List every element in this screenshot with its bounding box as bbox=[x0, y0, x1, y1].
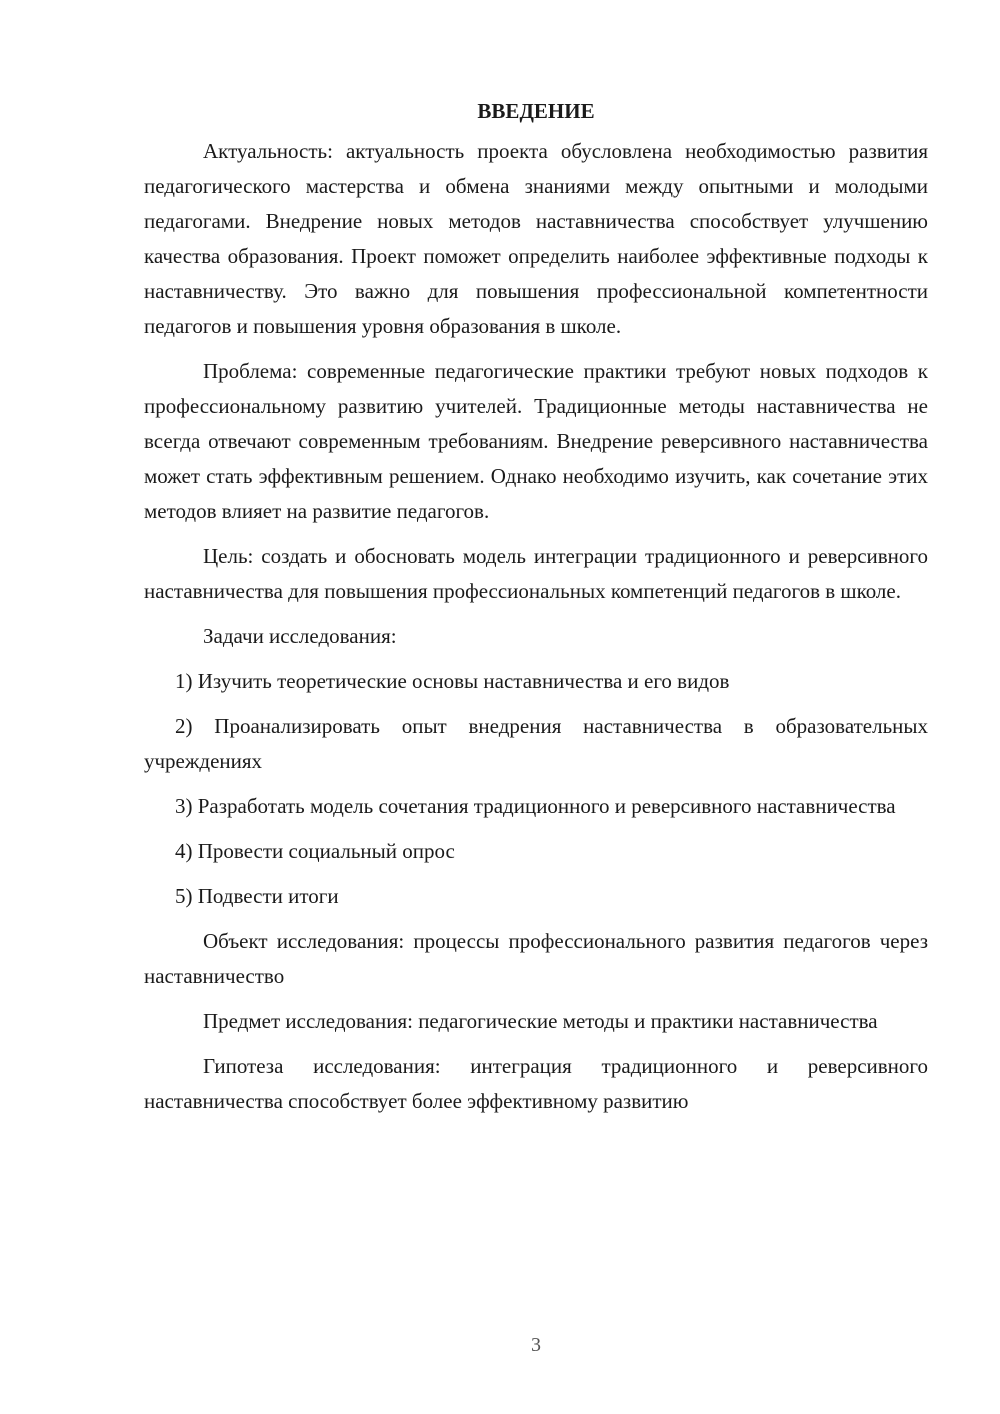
task-item-1: 1) Изучить теоретические основы наставничества и его видов bbox=[175, 669, 730, 693]
section-title: ВВЕДЕНИЕ bbox=[477, 99, 595, 123]
paragraph-tasks-heading: Задачи исследования: bbox=[203, 624, 397, 648]
paragraph-subject: Предмет исследования: педагогические методы и практики наставничества bbox=[203, 1009, 878, 1033]
paragraph-problem: Проблема: современные педагогические практики требуют новых подходов к профессиональному развитию учителей. Традиционные методы наставничества не всегда отвечают современным требованиям. Внедрение реверсивного наставничества может стать эффективным решением. Однако необходимо изучить, как сочетание этих методов влияет на развитие педагогов. bbox=[144, 359, 928, 523]
page-number: 3 bbox=[531, 1334, 541, 1356]
task-item-4: 4) Провести социальный опрос bbox=[175, 839, 455, 863]
task-item-3: 3) Разработать модель сочетания традиционного и реверсивного наставничества bbox=[175, 794, 896, 818]
paragraph-hypothesis: Гипотеза исследования: интеграция традиционного и реверсивного наставничества способствует более эффективному развитию bbox=[144, 1054, 928, 1113]
paragraph-relevance: Актуальность: актуальность проекта обусловлена необходимостью развития педагогического мастерства и обмена знаниями между опытными и молодыми педагогами. Внедрение новых методов наставничества способствует улучшению качества образования. Проект поможет определить наиболее эффективные подходы к наставничеству. Это важно для повышения профессиональной компетентности педагогов и повышения уровня образования в школе. bbox=[144, 139, 928, 338]
paragraph-goal: Цель: создать и обосновать модель интеграции традиционного и реверсивного наставничества для повышения профессиональных компетенций педагогов в школе. bbox=[144, 544, 928, 603]
document-page bbox=[144, 96, 928, 1129]
task-item-5: 5) Подвести итоги bbox=[175, 884, 339, 908]
task-item-2: 2) Проанализировать опыт внедрения наставничества в образовательных учреждениях bbox=[144, 714, 928, 773]
paragraph-object: Объект исследования: процессы профессионального развития педагогов через наставничество bbox=[144, 929, 928, 988]
